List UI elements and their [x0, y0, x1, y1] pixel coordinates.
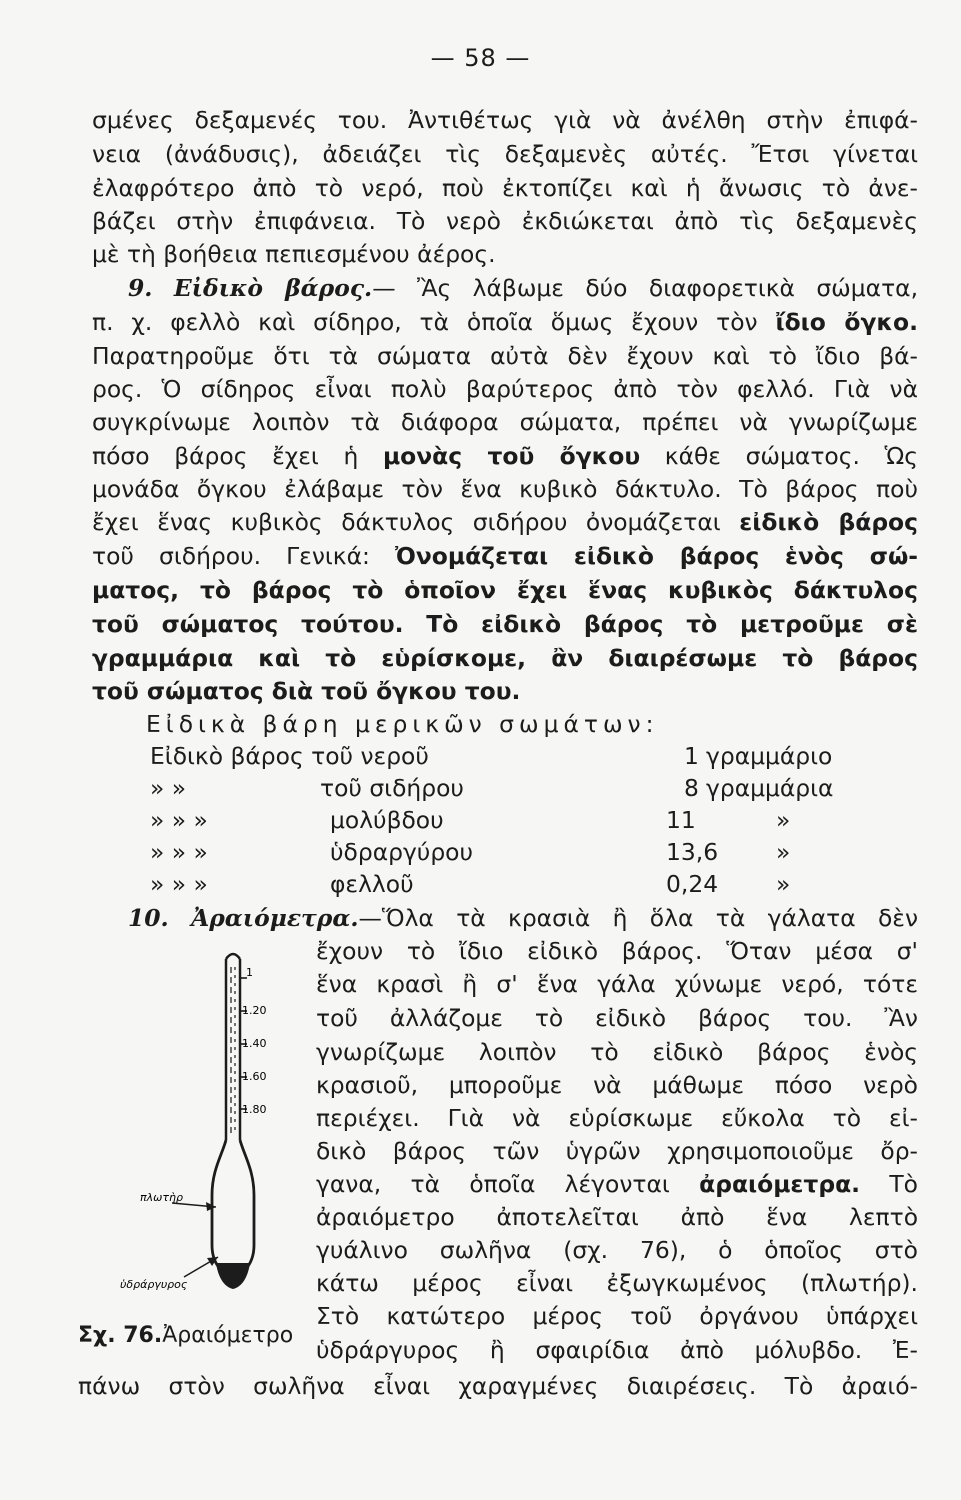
mercury-label: ὑδράργυρος [120, 1278, 188, 1291]
section-9-heading-line [128, 272, 918, 304]
text-line: Στὸ κατώτερο μέρος τοῦ ὀργάνου ὑπάρχει [316, 1302, 918, 1330]
text-line [316, 1168, 918, 1200]
scale-label: 1.40 [242, 1037, 267, 1050]
text-span: γανα, τὰ ὁποῖα λέγονται [316, 1170, 700, 1198]
ditto-marks: » » » [150, 806, 208, 834]
bold-term: εἰδικὸ βάρος [739, 508, 918, 536]
text-line: βάζει στὴν ἐπιφάνεια. Τὸ νερὸ ἐκδιώκεται ἀπὸ τὶς δεξαμενὲς [92, 207, 918, 235]
definition-line: ματος, τὸ βάρος τὸ ὁποῖον ἔχει ἕνας κυβικὸς δάκτυλος [92, 576, 918, 604]
text-line: σμένες δεξαμενές του. Ἀντιθέτως γιὰ νὰ ἀνέλθη στὴν ἐπιφά- [92, 106, 918, 134]
text-line [92, 440, 918, 472]
ditto-marks: » » [150, 774, 187, 802]
caption-text: Ἀραιόμετρο [162, 1323, 294, 1348]
text-span: τοῦ σιδήρου. Γενικά: [92, 542, 395, 570]
text-line: κάτω μέρος εἶναι ἐξωγκωμένος (πλωτήρ). [316, 1269, 918, 1297]
row-substance: μολύβδου [330, 806, 444, 834]
page-number: — 58 — [430, 44, 531, 72]
text-line: Παρατηροῦμε ὅτι τὰ σώματα αὐτὰ δὲν ἔχουν καὶ τὸ ἴδιο βά- [92, 342, 918, 370]
text-line: νεια (ἀνάδυσις), ἀδειάζει τὶς δεξαμενὲς αὐτές. Ἔτσι γίνεται [92, 140, 918, 168]
row-value: 13,6 [666, 838, 719, 866]
row-label: Εἰδικὸ βάρος τοῦ νεροῦ [150, 742, 429, 770]
text-line: ρος. Ὁ σίδηρος εἶναι πολὺ βαρύτερος ἀπὸ τὸν φελλό. Γιὰ νὰ [92, 375, 918, 403]
row-unit: γραμμάρια [706, 774, 834, 802]
ditto-marks: » » » [150, 870, 208, 898]
row-unit: » [776, 838, 791, 866]
row-unit: » [776, 870, 791, 898]
text-line: μονάδα ὄγκου ἐλάβαμε τὸν ἕνα κυβικὸ δάκτυλο. Τὸ βάρος ποὺ [92, 475, 918, 503]
text-span: κάθε σώματος. Ὡς [640, 442, 918, 470]
definition-line: τοῦ σώματος τούτου. Τὸ εἰδικὸ βάρος τὸ μετροῦμε σὲ [92, 610, 918, 638]
text-line [92, 306, 918, 338]
definition-line: τοῦ σώματος διὰ τοῦ ὄγκου του. [92, 677, 521, 705]
mercury-bulb [216, 1263, 250, 1289]
text-line: ἔχουν τὸ ἴδιο εἰδικὸ βάρος. Ὅταν μέσα σ' [316, 937, 918, 965]
definition-start: Ὀνομάζεται εἰδικὸ βάρος ἑνὸς σώ- [395, 542, 918, 570]
hydrometer-stem [226, 954, 240, 1140]
text-line: γυάλινο σωλῆνα (σχ. 76), ὁ ὁποῖος στὸ [316, 1236, 918, 1264]
section-10-number: 10. [128, 904, 169, 932]
bold-term: ἀραιόμετρα. [699, 1170, 861, 1198]
section-9-title: Εἰδικὸ βάρος. [173, 274, 373, 302]
text-line: μὲ τὴ βοήθεια πεπιεσμένου ἀέρος. [92, 240, 496, 268]
text-line: κρασιοῦ, μποροῦμε νὰ μάθωμε πόσο νερὸ [316, 1071, 918, 1099]
row-value: 11 [666, 806, 696, 834]
row-value: 1 [684, 742, 699, 770]
section-10-intro: —Ὅλα τὰ κρασιὰ ἢ ὅλα τὰ γάλατα δὲν [358, 904, 919, 932]
text-line: ἐλαφρότερο ἀπὸ τὸ νερό, ποὺ ἐκτοπίζει καὶ ἡ ἄνωσις τὸ ἀνε- [92, 174, 918, 202]
text-line [92, 540, 918, 572]
scale-label: 1 [246, 966, 253, 979]
section-10-title: Ἀραιόμετρα. [191, 904, 359, 932]
text-line: ἕνα κρασὶ ἢ σ' ἕνα γάλα χύνωμε νερό, τότε [316, 970, 918, 998]
row-value: 8 [684, 774, 699, 802]
section-9-intro: — Ἂς λάβωμε δύο διαφορετικὰ σώματα, [372, 274, 919, 302]
text-span: πόσο βάρος ἔχει ἡ [92, 442, 383, 470]
row-unit: » [776, 806, 791, 834]
row-substance: φελλοῦ [330, 870, 414, 898]
row-substance: τοῦ σιδήρου [320, 774, 464, 802]
bold-term: ἴδιο ὄγκο. [775, 308, 918, 336]
table-heading: Εἰδικὰ βάρη μερικῶν σωμάτων: [146, 710, 659, 738]
text-line [92, 506, 918, 538]
scale-label: 1.80 [242, 1103, 267, 1116]
figure-caption [78, 1322, 293, 1350]
scale-label: 1.20 [242, 1004, 267, 1017]
text-span: ἔχει ἕνας κυβικὸς δάκτυλος σιδήρου ὀνομάζεται [92, 508, 740, 536]
text-line: τοῦ ἀλλάζομε τὸ εἰδικὸ βάρος του. Ἂν [316, 1004, 918, 1032]
text-span: π. χ. φελλὸ καὶ σίδηρο, τὰ ὁποῖα ὅμως ἔχουν τὸν [92, 308, 776, 336]
caption-number: Σχ. 76. [78, 1323, 163, 1348]
text-line: ἀραιόμετρο ἀποτελεῖται ἀπὸ ἕνα λεπτὸ [316, 1203, 918, 1231]
hydrometer-float [212, 1140, 254, 1275]
section-10-heading-line [128, 902, 918, 934]
text-line: ὑδράργυρος ἢ σφαιρίδια ἀπὸ μόλυβδο. Ἐ- [316, 1336, 918, 1364]
bold-term: μονὰς τοῦ ὄγκου [382, 442, 641, 470]
text-line: πάνω στὸν σωλῆνα εἶναι χαραγμένες διαιρέσεις. Τὸ ἀραιό- [78, 1372, 918, 1400]
scale-label: 1.60 [242, 1070, 267, 1083]
section-9-number: 9. [128, 274, 153, 302]
text-span: Τὸ [860, 1170, 918, 1198]
float-label: πλωτὴρ [140, 1191, 183, 1204]
row-value: 0,24 [666, 870, 719, 898]
row-unit: γραμμάριο [706, 742, 833, 770]
definition-line: γραμμάρια καὶ τὸ εὑρίσκομε, ἂν διαιρέσωμε τὸ βάρος [92, 644, 918, 672]
text-line: δικὸ βάρος τῶν ὑγρῶν χρησιμοποιοῦμε ὄρ- [316, 1137, 918, 1165]
text-line: περιέχει. Γιὰ νὰ εὑρίσκωμε εὔκολα τὸ εἰ- [316, 1104, 918, 1132]
text-line: γνωρίζωμε λοιπὸν τὸ εἰδικὸ βάρος ἑνὸς [316, 1038, 918, 1066]
ditto-marks: » » » [150, 838, 208, 866]
hydrometer-figure [100, 945, 310, 1305]
row-substance: ὑδραργύρου [330, 838, 474, 866]
text-line: συγκρίνωμε λοιπὸν τὰ διάφορα σώματα, πρέπει νὰ γνωρίζωμε [92, 408, 918, 436]
